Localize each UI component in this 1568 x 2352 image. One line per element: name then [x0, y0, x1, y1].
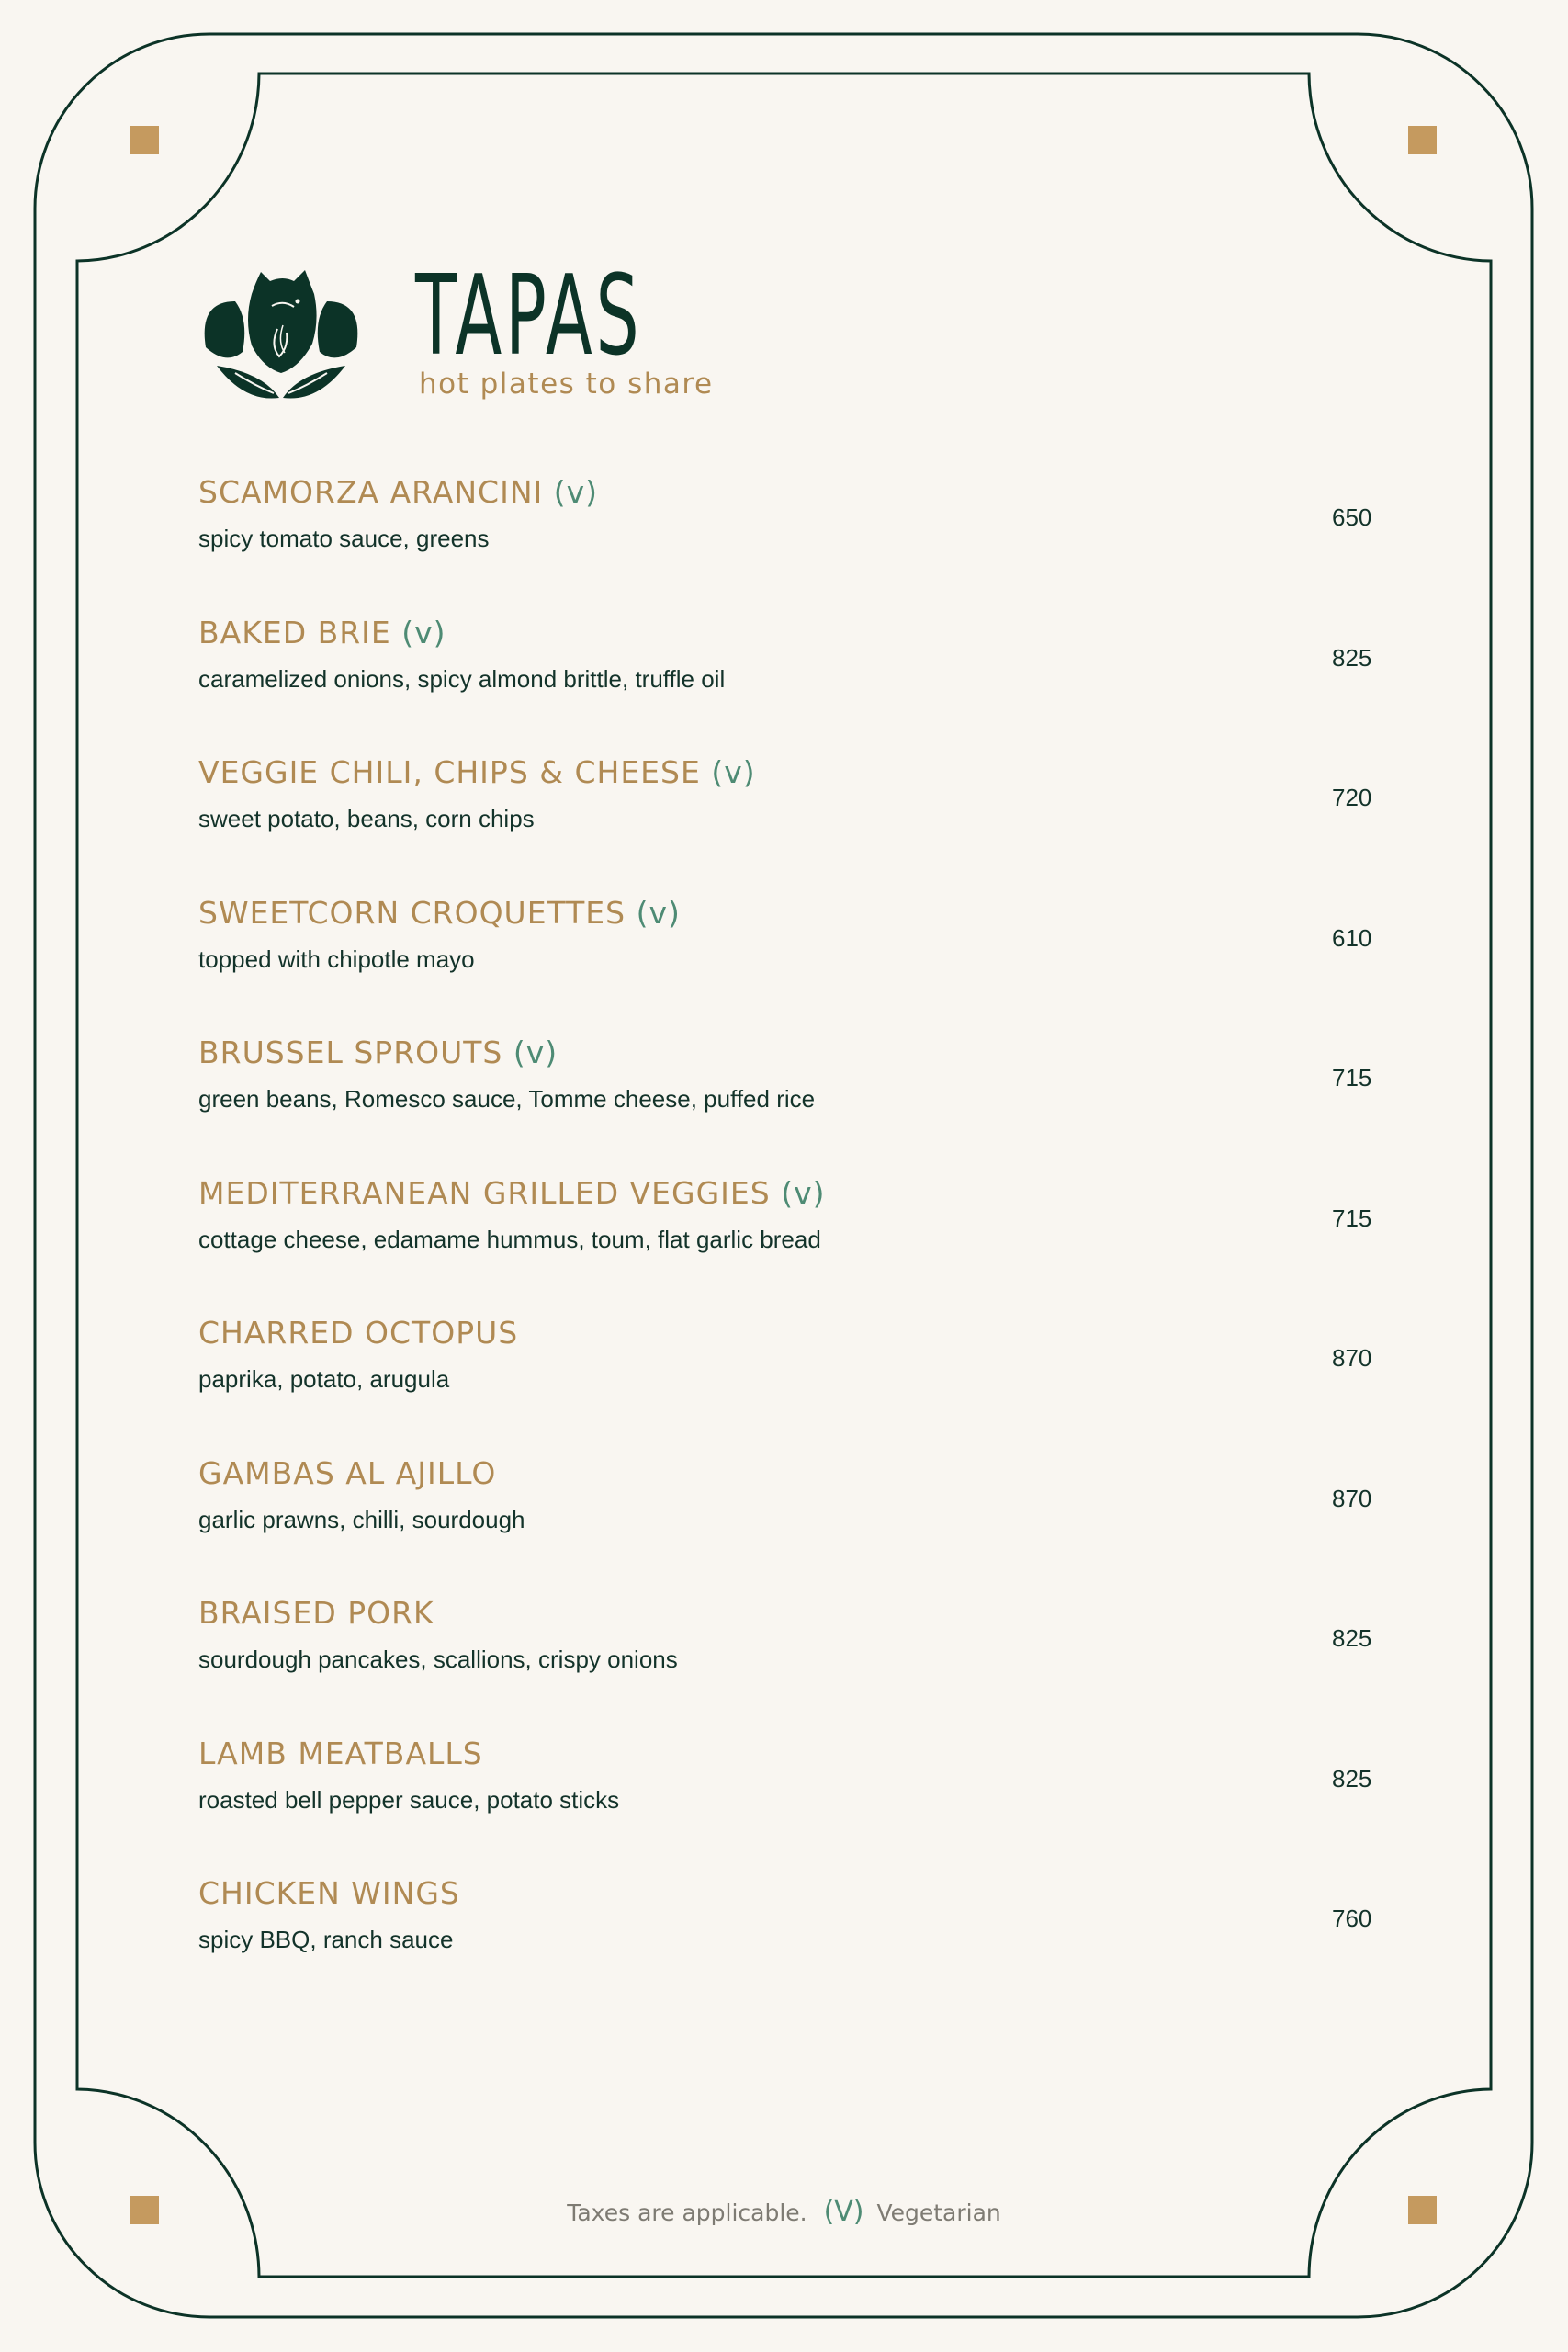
vegetarian-tag: (v): [711, 754, 756, 790]
menu-item: [198, 891, 1383, 1032]
vegetarian-tag: (v): [401, 614, 446, 650]
menu-item-name: [198, 1732, 483, 1776]
taxes-note: Taxes are applicable.: [567, 2199, 807, 2226]
menu-item-title: BRAISED PORK: [198, 1595, 434, 1631]
vegetarian-tag: (v): [553, 474, 599, 510]
menu-item-name: [198, 1591, 434, 1635]
page-subtitle: hot plates to share: [419, 368, 714, 401]
menu-item-description: spicy BBQ, ranch sauce: [198, 1926, 454, 1953]
menu-item-description: paprika, potato, arugula: [198, 1365, 450, 1393]
menu-item: [198, 1452, 1383, 1592]
footer-note: [0, 2196, 1568, 2228]
menu-item-title: SCAMORZA ARANCINI: [198, 474, 544, 510]
panther-logo-icon: [198, 265, 364, 402]
menu-item-name: [198, 751, 756, 795]
corner-square-top-right: [1408, 126, 1437, 154]
menu-item-price: 650: [1332, 503, 1372, 531]
menu-item-price: 825: [1332, 1624, 1372, 1652]
menu-item-name: [198, 1871, 460, 1916]
menu-item-price: 825: [1332, 643, 1372, 672]
menu-item-name: [198, 1171, 826, 1216]
menu-item-price: 715: [1332, 1204, 1372, 1232]
menu-item-description: topped with chipotle mayo: [198, 944, 475, 973]
menu-item: [198, 751, 1383, 891]
page-title: TAPAS: [415, 253, 643, 380]
menu-item-title: VEGGIE CHILI, CHIPS & CHEESE: [198, 754, 701, 790]
menu-item: [198, 1031, 1383, 1171]
menu-item-title: BAKED BRIE: [198, 614, 391, 650]
menu-item-price: 715: [1332, 1064, 1372, 1091]
menu-item-description: caramelized onions, spicy almond brittle, truffle oil: [198, 664, 726, 693]
menu-item-title: SWEETCORN CROQUETTES: [198, 894, 626, 931]
menu-item-description: sweet potato, beans, corn chips: [198, 805, 535, 832]
corner-square-top-left: [130, 126, 159, 154]
menu-item: [198, 1732, 1383, 1872]
menu-item-description: green beans, Romesco sauce, Tomme cheese, puffed rice: [198, 1085, 816, 1113]
menu-header: [198, 253, 750, 412]
menu-item: [198, 1871, 1383, 2012]
menu-item: [198, 470, 1383, 611]
menu-item-title: CHARRED OCTOPUS: [198, 1315, 519, 1351]
menu-item-name: [198, 1311, 518, 1355]
vegetarian-tag: (v): [636, 894, 681, 931]
menu-item-title: LAMB MEATBALLS: [198, 1735, 483, 1771]
menu-item-price: 825: [1332, 1764, 1372, 1792]
menu-item-name: [198, 470, 598, 514]
menu-item: [198, 1591, 1383, 1732]
menu-item-price: 760: [1332, 1905, 1372, 1932]
menu-item-title: CHICKEN WINGS: [198, 1875, 460, 1911]
vegetarian-tag: (v): [781, 1174, 826, 1211]
menu-item-description: sourdough pancakes, scallions, crispy onions: [198, 1645, 678, 1673]
veg-label: Vegetarian: [876, 2199, 1001, 2226]
menu-item-description: roasted bell pepper sauce, potato sticks: [198, 1785, 620, 1814]
menu-item-name: [198, 891, 681, 935]
menu-item: [198, 1171, 1383, 1312]
menu-item-description: garlic prawns, chilli, sourdough: [198, 1505, 525, 1533]
menu-item-title: GAMBAS AL AJILLO: [198, 1454, 497, 1491]
menu-item-name: [198, 611, 446, 655]
menu-item: [198, 1311, 1383, 1452]
menu-item-price: 870: [1332, 1344, 1372, 1372]
menu-item-price: 870: [1332, 1484, 1372, 1512]
veg-symbol: (V): [823, 2196, 864, 2228]
menu-item: [198, 611, 1383, 752]
menu-list: [198, 470, 1383, 2012]
menu-item-description: spicy tomato sauce, greens: [198, 525, 490, 552]
menu-item-price: 610: [1332, 923, 1372, 952]
menu-item-title: MEDITERRANEAN GRILLED VEGGIES: [198, 1174, 771, 1211]
menu-item-name: [198, 1452, 496, 1496]
menu-item-price: 720: [1332, 784, 1372, 811]
vegetarian-tag: (v): [513, 1035, 558, 1070]
menu-item-description: cottage cheese, edamame hummus, toum, flat garlic bread: [198, 1225, 821, 1253]
menu-item-name: [198, 1031, 558, 1075]
menu-item-title: BRUSSEL SPROUTS: [198, 1035, 503, 1070]
